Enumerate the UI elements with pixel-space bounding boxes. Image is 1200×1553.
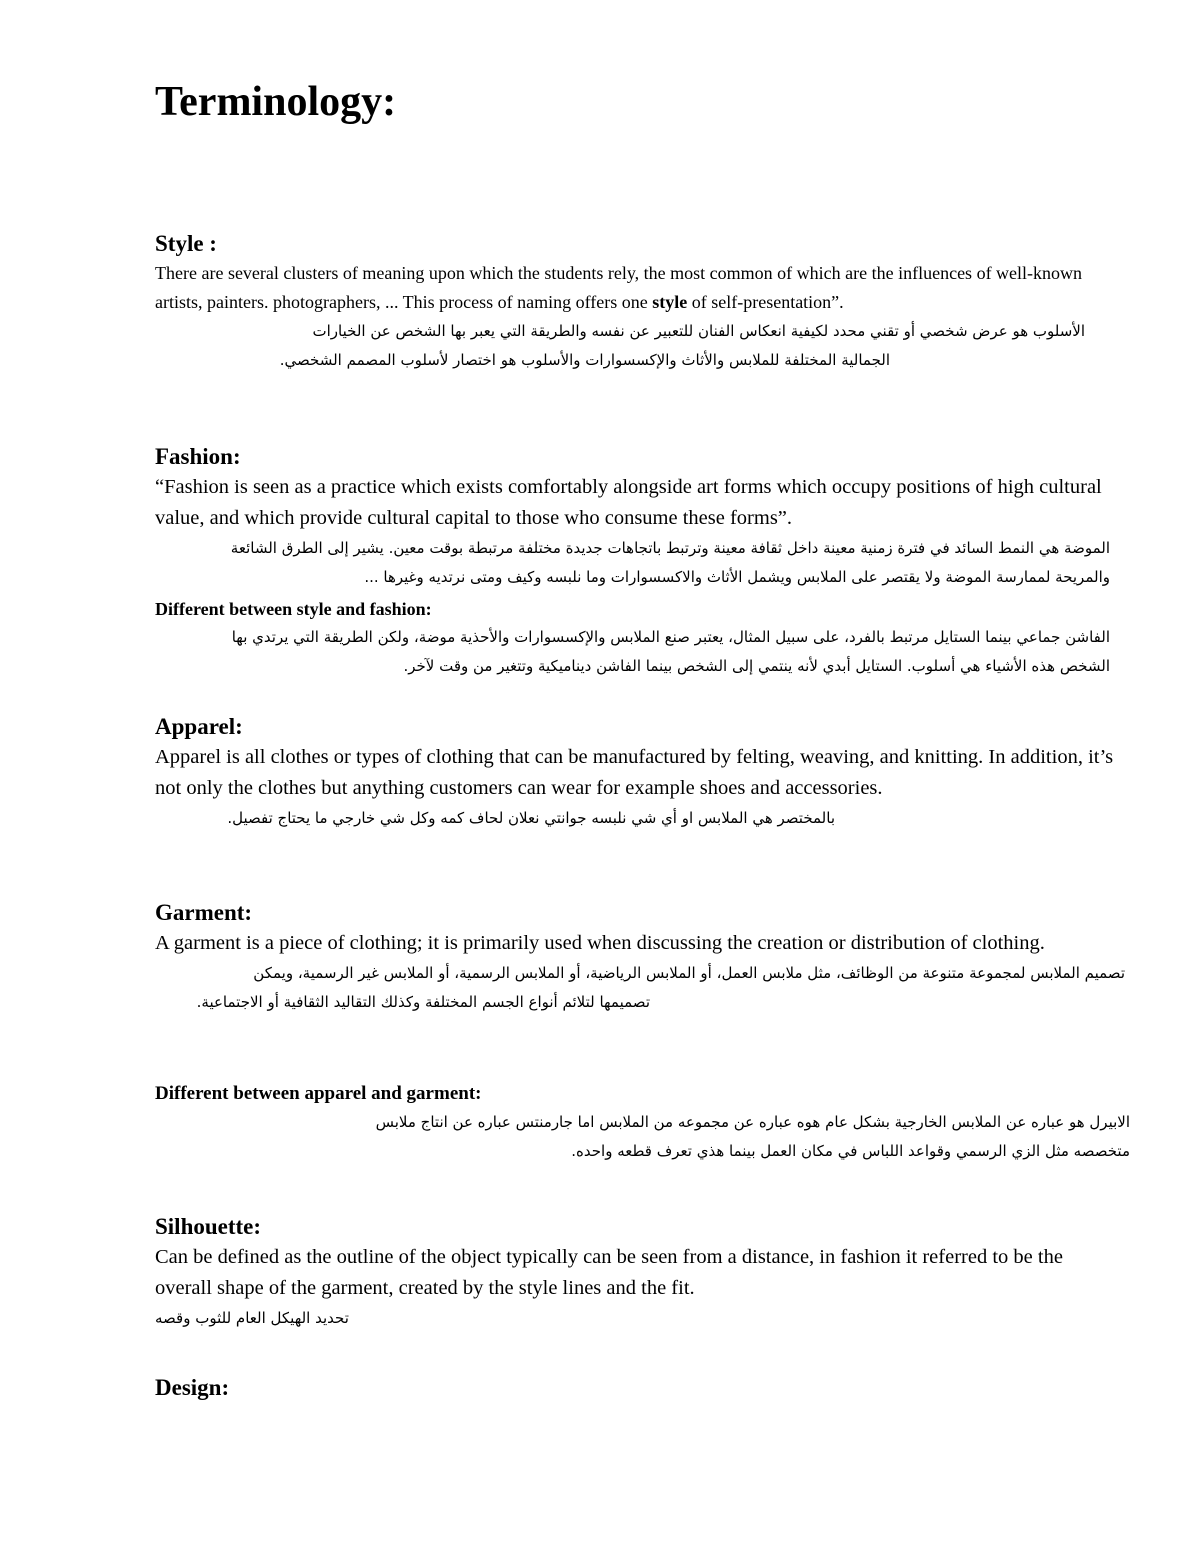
apparel-arabic-paragraph xyxy=(155,804,835,833)
garment-heading: Garment: xyxy=(155,900,253,925)
diff-apparel-garment-arabic-line-1: الابيرل هو عباره عن الملابس الخارجية بشكل عام هوه عباره عن مجموعه من الملابس اما جارمنتس عباره عن انتاج ملابس xyxy=(375,1113,1130,1131)
fashion-arabic-paragraph xyxy=(155,534,1110,592)
silhouette-heading: Silhouette: xyxy=(155,1214,262,1239)
diff-style-fashion-heading: Different between style and fashion: xyxy=(155,599,432,619)
style-text-before: There are several clusters of meaning upon which the students rely, the most common of which are the influences of well-known artists, painters. photographers, ... This process of naming offers one xyxy=(155,263,1083,312)
section-fashion xyxy=(155,442,1130,592)
silhouette-arabic-paragraph xyxy=(155,1304,1130,1333)
section-silhouette xyxy=(155,1212,1130,1333)
diff-style-fashion-arabic-line-1: الفاشن جماعي بينما الستايل مرتبط بالفرد، على سبيل المثال، يعتبر صنع الملابس والإكسسوارات والأحذية موضة، ولكن الطريقة التي يرتدي بها xyxy=(231,628,1110,646)
style-paragraph xyxy=(155,259,1130,317)
style-text-after: of self-presentation”. xyxy=(687,292,844,312)
style-arabic-line-2: الجمالية المختلفة للملابس والأثاث والإكسسوارات والأسلوب هو اختصار لأسلوب المصمم الشخصي. xyxy=(279,351,890,369)
fashion-paragraph: “Fashion is seen as a practice which exists comfortably alongside art forms which occupy positions of high cultural value, and which provide cultural capital to those who consume these forms”. xyxy=(155,476,1102,529)
page-title: Terminology: xyxy=(155,79,397,125)
diff-style-fashion-arabic-line-2: الشخص هذه الأشياء هي أسلوب. الستايل أبدي لأنه ينتمي إلى الشخص بينما الفاشن ديناميكية وتتغير من وقت لآخر. xyxy=(403,657,1110,675)
garment-arabic-line-2: تصميمها لتلائم أنواع الجسم المختلفة وكذلك التقاليد الثقافية أو الاجتماعية. xyxy=(196,993,650,1011)
style-arabic-paragraph xyxy=(155,317,1085,375)
fashion-arabic-line-1: الموضة هي النمط السائد في فترة زمنية معينة داخل ثقافة معينة وترتبط باتجاهات جديدة مختلفة مرتبطة بوقت معين. يشير إلى الطرق الشائعة xyxy=(230,539,1110,557)
section-garment xyxy=(155,898,1130,1017)
garment-arabic-line-1: تصميم الملابس لمجموعة متنوعة من الوظائف، مثل ملابس العمل، أو الملابس الرياضية، أو الملابس الرسمية، أو الملابس غير الرسمية، ويمكن xyxy=(253,964,1125,982)
section-apparel xyxy=(155,712,1130,833)
fashion-arabic-line-2: والمريحة لممارسة الموضة ولا يقتصر على الملابس ويشمل الأثاث والاكسسوارات وما نلبسه وكيف ومتى نرتديه وغيرها ... xyxy=(364,568,1110,586)
style-text-bold: style xyxy=(652,292,688,312)
style-arabic-line-1: الأسلوب هو عرض شخصي أو تقني محدد لكيفية انعكاس الفنان للتعبير عن نفسه والطريقة التي يعبر بها الشخص عن الخيارات xyxy=(312,322,1085,340)
fashion-heading: Fashion: xyxy=(155,444,241,469)
design-heading: Design: xyxy=(155,1375,230,1400)
section-diff-apparel-garment xyxy=(155,1080,1130,1166)
silhouette-paragraph: Can be defined as the outline of the object typically can be seen from a distance, in fashion it referred to be the overall shape of the garment, created by the style lines and the fit. xyxy=(155,1246,1063,1299)
style-heading: Style : xyxy=(155,231,217,256)
diff-style-fashion-arabic-paragraph xyxy=(155,623,1110,681)
section-design xyxy=(155,1373,1130,1403)
diff-apparel-garment-heading: Different between apparel and garment: xyxy=(155,1083,482,1104)
apparel-paragraph: Apparel is all clothes or types of clothing that can be manufactured by felting, weaving, and knitting. In addition, it’s not only the clothes but anything customers can wear for example shoes and accessories. xyxy=(155,746,1114,799)
diff-apparel-garment-arabic-line-2: متخصصه مثل الزي الرسمي وقواعد اللباس في مكان العمل بينما هذي تعرف قطعه واحده. xyxy=(571,1142,1130,1160)
silhouette-arabic-line-1: تحديد الهيكل العام للثوب وقصه xyxy=(155,1309,349,1327)
apparel-arabic-line-1: بالمختصر هي الملابس او أي شي نلبسه جوانتي نعلان لحاف كمه وكل شي خارجي ما يحتاج تفصيل. xyxy=(227,809,835,827)
apparel-heading: Apparel: xyxy=(155,714,243,739)
diff-apparel-garment-arabic-paragraph xyxy=(155,1108,1130,1166)
garment-arabic-paragraph xyxy=(155,959,1125,1017)
section-style xyxy=(155,229,1130,375)
garment-paragraph: A garment is a piece of clothing; it is primarily used when discussing the creation or distribution of clothing. xyxy=(155,932,1045,954)
section-diff-style-fashion xyxy=(155,595,1130,681)
